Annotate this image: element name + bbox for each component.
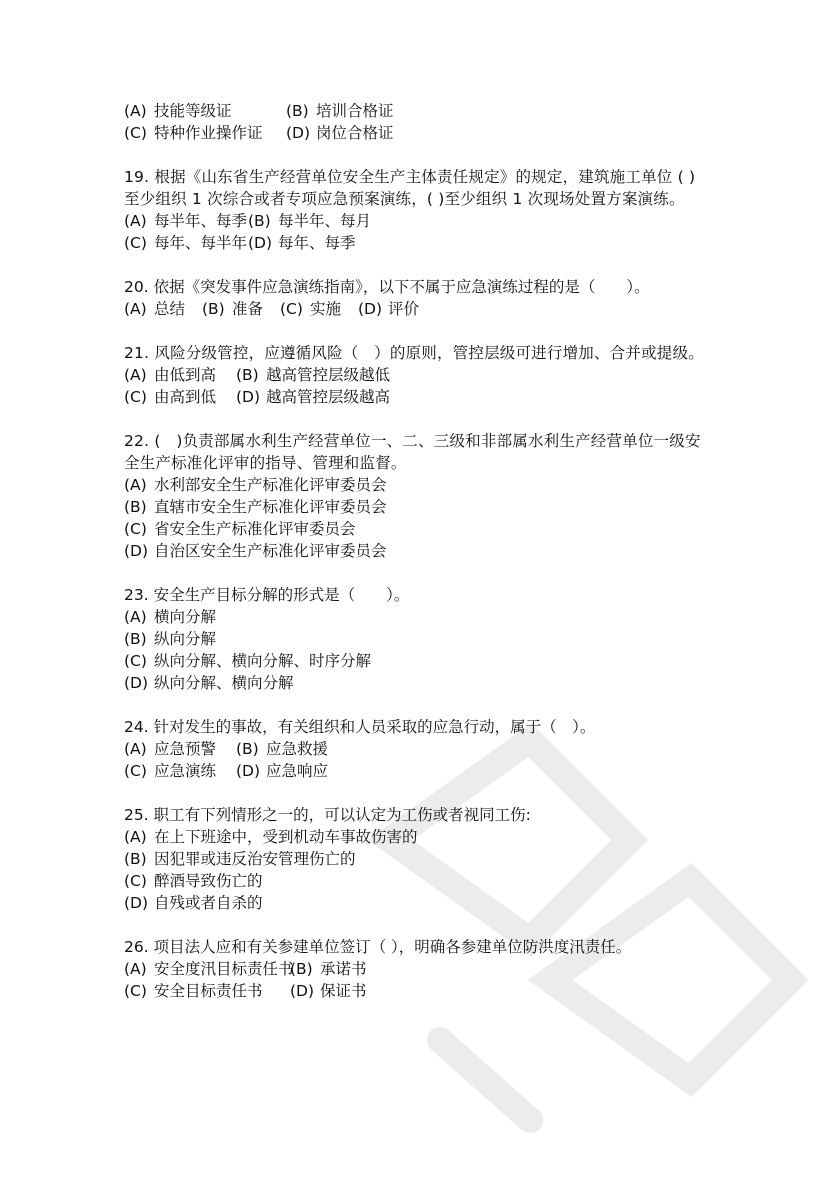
option[interactable] bbox=[236, 738, 328, 760]
option-label: (A) bbox=[124, 960, 147, 978]
option[interactable] bbox=[290, 980, 367, 1002]
option[interactable] bbox=[236, 760, 328, 782]
option[interactable] bbox=[280, 298, 358, 320]
option[interactable] bbox=[124, 232, 248, 254]
option[interactable] bbox=[124, 298, 202, 320]
option-label: (B) bbox=[124, 498, 147, 516]
option-row bbox=[124, 298, 708, 320]
option[interactable] bbox=[124, 386, 236, 408]
option-label: (C) bbox=[124, 982, 147, 1000]
option-label: (C) bbox=[124, 762, 147, 780]
option-label: (B) bbox=[202, 300, 225, 318]
option-label: (D) bbox=[124, 542, 149, 560]
option[interactable] bbox=[124, 474, 708, 496]
question-stem: 19. 根据《山东省生产经营单位安全生产主体责任规定》的规定，建筑施工单位 ( )至少组织 1 次综合或者专项应急预案演练，( )至少组织 1 次现场处置方案演练。 bbox=[124, 168, 696, 208]
option[interactable] bbox=[286, 100, 394, 122]
option[interactable] bbox=[124, 496, 708, 518]
option-label: (B) bbox=[286, 102, 309, 120]
option[interactable] bbox=[124, 672, 708, 694]
option-label: (A) bbox=[124, 102, 147, 120]
option-text: 由低到高 bbox=[154, 366, 217, 384]
option-text: 纵向分解 bbox=[154, 630, 217, 648]
option-text: 每年、每季 bbox=[278, 234, 356, 252]
option-row bbox=[124, 210, 708, 232]
question-stem: 20. 依据《突发事件应急演练指南》，以下不属于应急演练过程的是（ ）。 bbox=[124, 278, 650, 296]
question-stem: 21. 风险分级管控，应遵循风险（ ）的原则，管控层级可进行增加、合并或提级。 bbox=[124, 344, 704, 362]
option-label: (A) bbox=[124, 476, 147, 494]
option-text: 应急预警 bbox=[154, 740, 217, 758]
option-label: (D) bbox=[290, 982, 315, 1000]
option-text: 评价 bbox=[388, 300, 420, 318]
option-text: 越高管控层级越高 bbox=[266, 388, 391, 406]
option[interactable] bbox=[124, 738, 236, 760]
option-text: 每半年、每月 bbox=[278, 212, 372, 230]
option[interactable] bbox=[202, 298, 280, 320]
option[interactable] bbox=[124, 870, 708, 892]
option-label: (A) bbox=[124, 300, 147, 318]
option-label: (A) bbox=[124, 366, 147, 384]
option-label: (C) bbox=[124, 652, 147, 670]
option-text: 直辖市安全生产标准化评审委员会 bbox=[154, 498, 387, 516]
question-stem: 25. 职工有下列情形之一的，可以认定为工伤或者视同工伤: bbox=[124, 806, 531, 824]
question-23 bbox=[124, 584, 708, 694]
option-text: 承诺书 bbox=[320, 960, 367, 978]
option-text: 应急救援 bbox=[266, 740, 329, 758]
option[interactable] bbox=[358, 298, 419, 320]
option-row bbox=[124, 364, 708, 386]
option-label: (B) bbox=[124, 630, 147, 648]
option-label: (D) bbox=[248, 234, 273, 252]
option-label: (B) bbox=[236, 366, 259, 384]
question-stem: 24. 针对发生的事故，有关组织和人员采取的应急行动，属于（ ）。 bbox=[124, 718, 596, 736]
question-22 bbox=[124, 430, 708, 562]
option[interactable] bbox=[124, 518, 708, 540]
option-label: (C) bbox=[124, 872, 147, 890]
option[interactable] bbox=[124, 848, 708, 870]
option-text: 自治区安全生产标准化评审委员会 bbox=[154, 542, 387, 560]
option[interactable] bbox=[124, 606, 708, 628]
option-label: (B) bbox=[248, 212, 271, 230]
question-26 bbox=[124, 936, 708, 1002]
option[interactable] bbox=[124, 628, 708, 650]
option-text: 每半年、每季 bbox=[154, 212, 248, 230]
option-text: 在上下班途中，受到机动车事故伤害的 bbox=[154, 828, 418, 846]
option[interactable] bbox=[248, 232, 356, 254]
question-list bbox=[124, 100, 708, 1002]
option-row bbox=[124, 122, 708, 144]
option[interactable] bbox=[236, 386, 390, 408]
option-text: 保证书 bbox=[320, 982, 367, 1000]
option-row bbox=[124, 738, 708, 760]
option-text: 实施 bbox=[310, 300, 342, 318]
option[interactable] bbox=[248, 210, 371, 232]
option-label: (D) bbox=[124, 674, 149, 692]
option-text: 越高管控层级越低 bbox=[266, 366, 391, 384]
option-text: 水利部安全生产标准化评审委员会 bbox=[154, 476, 387, 494]
option-text: 应急演练 bbox=[154, 762, 217, 780]
option-text: 应急响应 bbox=[266, 762, 329, 780]
option-text: 纵向分解、横向分解、时序分解 bbox=[154, 652, 372, 670]
option-row bbox=[124, 958, 708, 980]
option-text: 准备 bbox=[232, 300, 264, 318]
option[interactable] bbox=[124, 100, 286, 122]
option-label: (C) bbox=[280, 300, 303, 318]
option-label: (D) bbox=[124, 894, 149, 912]
option-label: (A) bbox=[124, 740, 147, 758]
option-text: 特种作业操作证 bbox=[154, 124, 263, 142]
option[interactable] bbox=[124, 958, 294, 980]
option-label: (C) bbox=[124, 234, 147, 252]
option-text: 横向分解 bbox=[154, 608, 217, 626]
question-19 bbox=[124, 166, 708, 254]
option-row bbox=[124, 100, 708, 122]
option-row bbox=[124, 980, 708, 1002]
option-text: 岗位合格证 bbox=[316, 124, 394, 142]
option-row bbox=[124, 232, 708, 254]
option-text: 技能等级证 bbox=[154, 102, 232, 120]
option-label: (C) bbox=[124, 124, 147, 142]
option-label: (D) bbox=[358, 300, 383, 318]
option-row bbox=[124, 386, 708, 408]
question-24 bbox=[124, 716, 708, 782]
question-stem: 26. 项目法人应和有关参建单位签订（ ），明确各参建单位防洪度汛责任。 bbox=[124, 938, 632, 956]
option[interactable] bbox=[236, 364, 390, 386]
option[interactable] bbox=[124, 210, 248, 232]
option-label: (B) bbox=[124, 850, 147, 868]
option-text: 自残或者自杀的 bbox=[154, 894, 263, 912]
option-text: 因犯罪或违反治安管理伤亡的 bbox=[154, 850, 356, 868]
option-label: (A) bbox=[124, 828, 147, 846]
option[interactable] bbox=[124, 760, 236, 782]
option[interactable] bbox=[124, 364, 236, 386]
question-21 bbox=[124, 342, 708, 408]
question-20 bbox=[124, 276, 708, 320]
option-text: 由高到低 bbox=[154, 388, 217, 406]
option-label: (C) bbox=[124, 388, 147, 406]
option-label: (B) bbox=[290, 960, 313, 978]
option-text: 培训合格证 bbox=[316, 102, 394, 120]
option-row bbox=[124, 760, 708, 782]
option-label: (C) bbox=[124, 520, 147, 538]
option[interactable] bbox=[124, 650, 708, 672]
option[interactable] bbox=[290, 958, 367, 980]
option-label: (B) bbox=[236, 740, 259, 758]
question-stem: 22. ( )负责部属水利生产经营单位一、二、三级和非部属水利生产经营单位一级安全生产标准化评审的指导、管理和监督。 bbox=[124, 432, 701, 472]
option-text: 每年、每半年 bbox=[154, 234, 248, 252]
option-text: 安全度汛目标责任书 bbox=[154, 960, 294, 978]
option-text: 省安全生产标准化评审委员会 bbox=[154, 520, 356, 538]
option-label: (D) bbox=[236, 388, 261, 406]
question-25 bbox=[124, 804, 708, 914]
option-label: (D) bbox=[236, 762, 261, 780]
option-label: (D) bbox=[286, 124, 311, 142]
option-text: 醉酒导致伤亡的 bbox=[154, 872, 263, 890]
option[interactable] bbox=[286, 122, 394, 144]
option[interactable] bbox=[124, 540, 708, 562]
option-label: (A) bbox=[124, 212, 147, 230]
question-stem: 23. 安全生产目标分解的形式是（ ）。 bbox=[124, 586, 410, 604]
option[interactable] bbox=[124, 122, 286, 144]
option[interactable] bbox=[124, 980, 290, 1002]
option-text: 纵向分解、横向分解 bbox=[154, 674, 294, 692]
option[interactable] bbox=[124, 892, 708, 914]
question-18-options bbox=[124, 100, 708, 144]
option-label: (A) bbox=[124, 608, 147, 626]
option[interactable] bbox=[124, 826, 708, 848]
option-text: 安全目标责任书 bbox=[154, 982, 263, 1000]
option-text: 总结 bbox=[154, 300, 186, 318]
